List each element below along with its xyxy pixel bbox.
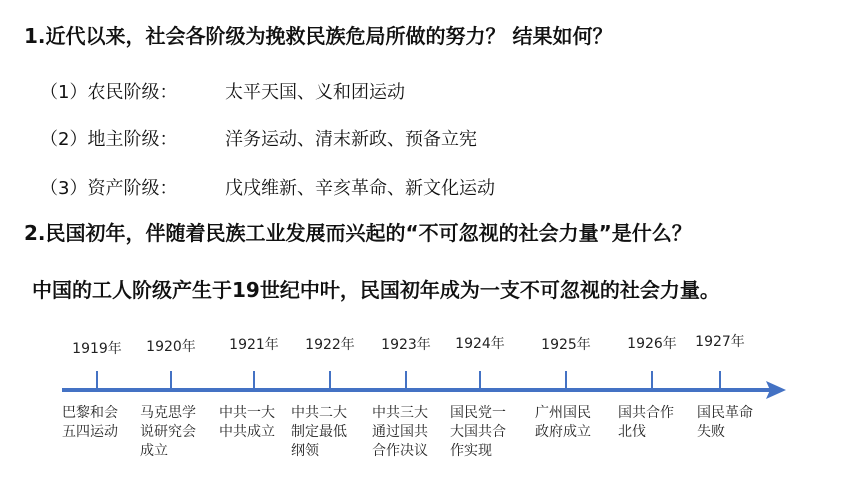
timeline-year: 1919年 bbox=[72, 341, 122, 357]
class-row-peasant bbox=[40, 78, 405, 104]
timeline-event: 广州国民 政府成立 bbox=[535, 405, 591, 440]
timeline-year: 1920年 bbox=[146, 339, 196, 355]
class-row-bourgeois bbox=[40, 174, 495, 200]
question-2: 2.民国初年，伴随着民族工业发展而兴起的“不可忽视的社会力量”是什么？ bbox=[24, 221, 692, 245]
timeline-year: 1924年 bbox=[455, 336, 505, 352]
timeline-year: 1927年 bbox=[695, 334, 745, 350]
timeline-event: 国民党一 大国共合 作实现 bbox=[450, 405, 506, 459]
class-value: 洋务运动、清末新政、预备立宪 bbox=[225, 129, 477, 150]
class-row-landlord bbox=[40, 125, 477, 151]
class-value: 太平天国、义和团运动 bbox=[225, 82, 405, 103]
timeline-year: 1921年 bbox=[229, 337, 279, 353]
timeline-event: 马克思学 说研究会 成立 bbox=[140, 405, 196, 459]
answer-text: 中国的工人阶级产生于19世纪中叶，民国初年成为一支不可忽视的社会力量。 bbox=[32, 278, 720, 302]
class-label: （2）地主阶级： bbox=[40, 129, 178, 150]
timeline-event: 国民革命 失败 bbox=[697, 405, 753, 440]
timeline-event: 中共二大 制定最低 纲领 bbox=[291, 405, 347, 459]
class-value: 戊戌维新、辛亥革命、新文化运动 bbox=[225, 178, 495, 199]
timeline-event: 中共三大 通过国共 合作决议 bbox=[372, 405, 428, 459]
timeline-year: 1923年 bbox=[381, 337, 431, 353]
timeline-year: 1925年 bbox=[541, 337, 591, 353]
timeline-year: 1926年 bbox=[627, 336, 677, 352]
timeline-year: 1922年 bbox=[305, 337, 355, 353]
class-label: （3）资产阶级： bbox=[40, 178, 178, 199]
timeline-event: 国共合作 北伐 bbox=[618, 405, 674, 440]
class-label: （1）农民阶级： bbox=[40, 82, 178, 103]
timeline-event: 中共一大 中共成立 bbox=[219, 405, 275, 440]
question-1: 1.近代以来，社会各阶级为挽救民族危局所做的努力？ 结果如何？ bbox=[24, 24, 613, 48]
timeline-event: 巴黎和会 五四运动 bbox=[62, 405, 118, 440]
